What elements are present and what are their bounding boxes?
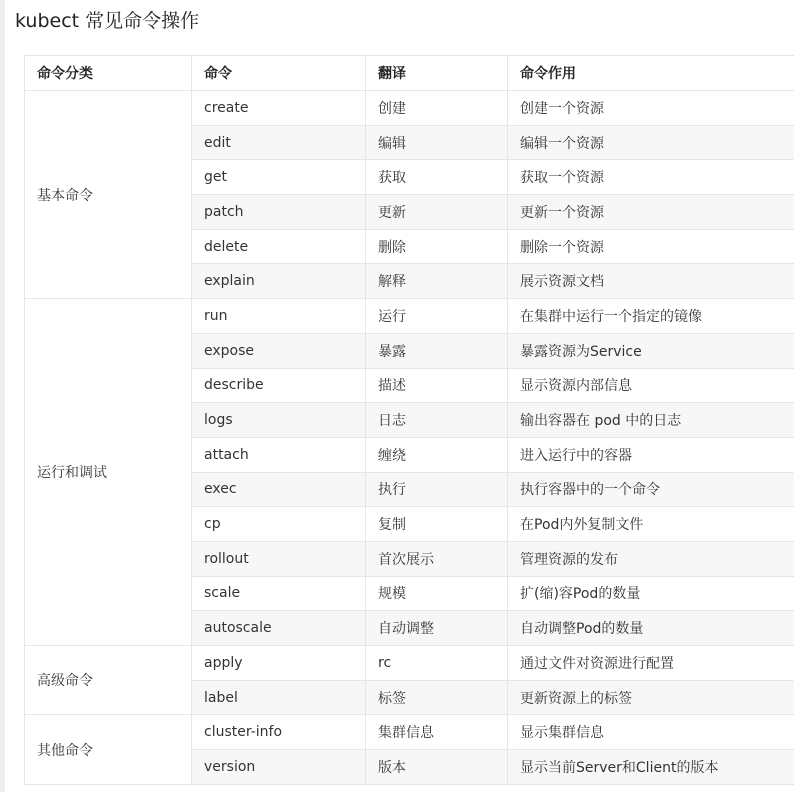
translation-cell: 复制 <box>366 507 508 542</box>
translation-cell: 首次展示 <box>366 541 508 576</box>
purpose-cell: 暴露资源为Service <box>508 333 794 368</box>
translation-cell: 创建 <box>366 91 508 126</box>
table-header-row <box>25 56 794 91</box>
translation-cell: 版本 <box>366 750 508 785</box>
purpose-cell: 删除一个资源 <box>508 229 794 264</box>
purpose-cell: 显示集群信息 <box>508 715 794 750</box>
command-cell: expose <box>192 333 366 368</box>
header-translation: 翻译 <box>366 56 508 91</box>
command-cell: logs <box>192 403 366 438</box>
translation-cell: rc <box>366 646 508 681</box>
command-cell: label <box>192 680 366 715</box>
translation-cell: 标签 <box>366 680 508 715</box>
command-cell: cp <box>192 507 366 542</box>
table-row <box>25 646 794 681</box>
command-cell: get <box>192 160 366 195</box>
purpose-cell: 显示当前Server和Client的版本 <box>508 750 794 785</box>
purpose-cell: 执行容器中的一个命令 <box>508 472 794 507</box>
header-purpose: 命令作用 <box>508 56 794 91</box>
purpose-cell: 扩(缩)容Pod的数量 <box>508 576 794 611</box>
translation-cell: 编辑 <box>366 125 508 160</box>
purpose-cell: 在集群中运行一个指定的镜像 <box>508 299 794 334</box>
command-cell: version <box>192 750 366 785</box>
category-cell: 基本命令 <box>25 91 192 299</box>
command-cell: scale <box>192 576 366 611</box>
command-cell: explain <box>192 264 366 299</box>
command-cell: autoscale <box>192 611 366 646</box>
category-cell: 运行和调试 <box>25 299 192 646</box>
table-body <box>25 91 794 785</box>
category-cell: 其他命令 <box>25 715 192 784</box>
purpose-cell: 获取一个资源 <box>508 160 794 195</box>
command-cell: patch <box>192 195 366 230</box>
purpose-cell: 进入运行中的容器 <box>508 437 794 472</box>
command-cell: cluster-info <box>192 715 366 750</box>
translation-cell: 解释 <box>366 264 508 299</box>
purpose-cell: 编辑一个资源 <box>508 125 794 160</box>
translation-cell: 暴露 <box>366 333 508 368</box>
purpose-cell: 展示资源文档 <box>508 264 794 299</box>
purpose-cell: 更新一个资源 <box>508 195 794 230</box>
translation-cell: 删除 <box>366 229 508 264</box>
translation-cell: 执行 <box>366 472 508 507</box>
purpose-cell: 输出容器在 pod 中的日志 <box>508 403 794 438</box>
command-table-container <box>24 55 794 785</box>
translation-cell: 描述 <box>366 368 508 403</box>
command-cell: create <box>192 91 366 126</box>
translation-cell: 运行 <box>366 299 508 334</box>
table-row <box>25 299 794 334</box>
translation-cell: 缠绕 <box>366 437 508 472</box>
command-cell: delete <box>192 229 366 264</box>
purpose-cell: 显示资源内部信息 <box>508 368 794 403</box>
left-border-bar <box>0 0 5 792</box>
purpose-cell: 自动调整Pod的数量 <box>508 611 794 646</box>
header-category: 命令分类 <box>25 56 192 91</box>
translation-cell: 自动调整 <box>366 611 508 646</box>
command-table <box>24 55 794 785</box>
command-cell: run <box>192 299 366 334</box>
header-command: 命令 <box>192 56 366 91</box>
table-row <box>25 715 794 750</box>
purpose-cell: 管理资源的发布 <box>508 541 794 576</box>
command-cell: rollout <box>192 541 366 576</box>
table-row <box>25 91 794 126</box>
translation-cell: 日志 <box>366 403 508 438</box>
purpose-cell: 在Pod内外复制文件 <box>508 507 794 542</box>
purpose-cell: 更新资源上的标签 <box>508 680 794 715</box>
command-cell: attach <box>192 437 366 472</box>
purpose-cell: 创建一个资源 <box>508 91 794 126</box>
page-title: kubect 常见命令操作 <box>15 10 200 32</box>
translation-cell: 规模 <box>366 576 508 611</box>
translation-cell: 集群信息 <box>366 715 508 750</box>
command-cell: describe <box>192 368 366 403</box>
command-cell: edit <box>192 125 366 160</box>
command-cell: exec <box>192 472 366 507</box>
translation-cell: 获取 <box>366 160 508 195</box>
translation-cell: 更新 <box>366 195 508 230</box>
category-cell: 高级命令 <box>25 646 192 715</box>
purpose-cell: 通过文件对资源进行配置 <box>508 646 794 681</box>
command-cell: apply <box>192 646 366 681</box>
